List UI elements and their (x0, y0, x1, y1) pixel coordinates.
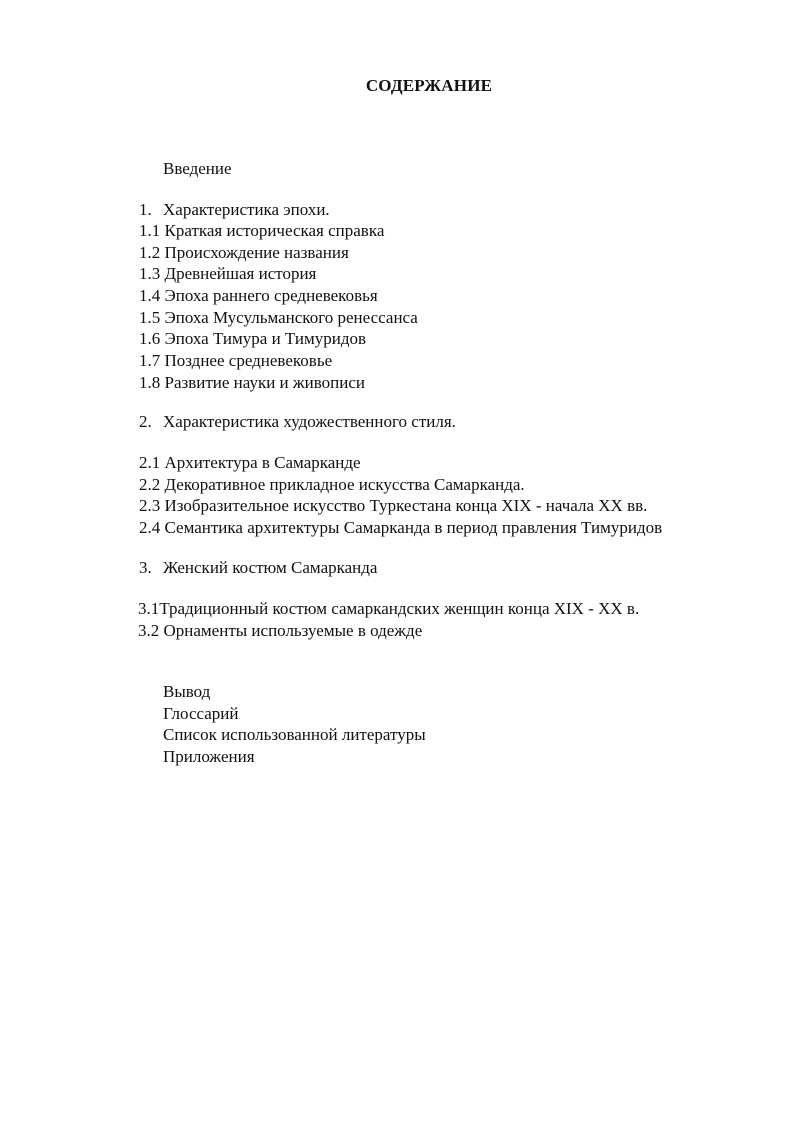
toc-section-3-title: Женский костюм Самарканда (163, 558, 378, 577)
toc-item: 2.2 Декоративное прикладное искусства Самарканда. (139, 474, 525, 494)
toc-item: 1.6 Эпоха Тимура и Тимуридов (139, 329, 367, 349)
toc-item: 2.3 Изобразительное искусство Туркестана конца XIX - начала XX вв. (139, 496, 648, 516)
toc-closing (163, 681, 426, 768)
toc-closing-item: Вывод (163, 682, 211, 701)
toc-section-3-heading (139, 557, 377, 579)
toc-section-1-items (139, 220, 418, 394)
toc-section-3-items (138, 598, 639, 641)
toc-closing-item: Список использованной литературы (163, 725, 426, 745)
toc-intro: Введение (163, 159, 232, 178)
toc-item: 3.2 Орнаменты используемые в одежде (138, 620, 423, 640)
toc-item: 2.1 Архитектура в Самарканде (139, 453, 361, 472)
toc-item: 1.5 Эпоха Мусульманского ренессанса (139, 307, 418, 327)
toc-section-2-items (139, 452, 662, 539)
toc-item: 1.3 Древнейшая история (139, 264, 317, 284)
toc-item: 1.7 Позднее средневековье (139, 351, 333, 371)
toc-section-1-heading (139, 199, 330, 221)
toc-item: 1.8 Развитие науки и живописи (139, 372, 365, 392)
toc-item: 1.2 Происхождение названия (139, 242, 349, 262)
toc-item: 1.1 Краткая историческая справка (139, 221, 385, 240)
page-title: СОДЕРЖАНИЕ (365, 76, 493, 95)
toc-item: 2.4 Семантика архитектуры Самарканда в период правления Тимуридов (139, 518, 663, 538)
toc-section-1-title: Характеристика эпохи. (163, 200, 330, 219)
toc-section-2-heading (139, 411, 456, 433)
toc-section-1-number: 1. (139, 200, 152, 219)
toc-closing-item: Глоссарий (163, 703, 239, 723)
toc-item: 3.1Традиционный костюм самаркандских женщин конца XIX - XX в. (138, 599, 640, 618)
toc-closing-item: Приложения (163, 747, 255, 767)
toc-section-2-title: Характеристика художественного стиля. (163, 412, 456, 431)
toc-section-3-number: 3. (139, 558, 152, 577)
toc-item: 1.4 Эпоха раннего средневековья (139, 286, 378, 306)
toc-section-2-number: 2. (139, 412, 152, 431)
